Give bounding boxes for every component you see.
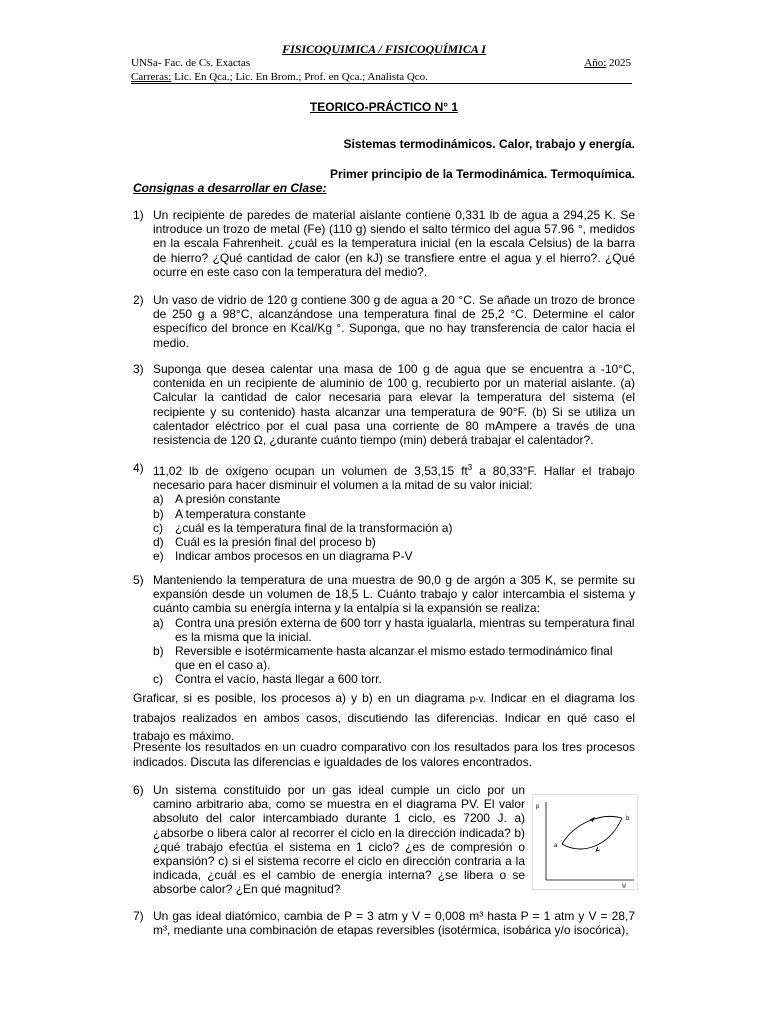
exercise-3 bbox=[133, 362, 635, 447]
exercise-number: 2) bbox=[133, 293, 144, 307]
exercise-text: Un vaso de vidrio de 120 g contiene 300 g de agua a 20 °C. Se añade un trozo de bronce de 250 g a 98°C, alcanzándose una temperatura final de 25,2 °C. Determine el calor específico del bronce en Kcal/Kg °. Suponga, que no hay transferencia de calor hacia el medio. bbox=[153, 293, 635, 350]
subitem-text: Contra el vacío, hasta llegar a 600 torr. bbox=[175, 672, 382, 687]
subitem-text: Reversible e isotérmicamente hasta alcanzar el mismo estado termodinámico final que en el caso a). bbox=[175, 644, 613, 673]
exercise-text: Un gas ideal diatómico, cambia de P = 3 atm y V = 0,008 m³ hasta P = 1 atm y V = 28,7 m³, mediante una combinación de etapas reversibles (isotérmica, isobárica y/o isocórica), bbox=[153, 909, 635, 938]
subitem-text: Cuál es la presión final del proceso b) bbox=[175, 535, 376, 550]
exercise-number: 6) bbox=[133, 783, 144, 797]
subitem bbox=[153, 521, 635, 535]
subitem-label: b) bbox=[153, 644, 164, 659]
exercise-text: Suponga que desea calentar una masa de 100 g de agua que se encuentra a -10°C, contenida en un recipiente de aluminio de 100 g, recubierto por un material aislante. (a) Calcular la cantidad de calor necesaria para elevar la temperatura del sistema (el recipiente y su contenido) hasta alcanzar una temperatura de 90°F. (b) Si se utiliza un calentador eléctrico por el cual pasa una corriente de 80 mAmpere a través de una resistencia de 120 Ω, ¿durante cuánto tiempo (min) deberá trabajar el calentador?. bbox=[153, 362, 635, 448]
exercise-number: 4) bbox=[133, 461, 144, 475]
year-label: Año: bbox=[584, 57, 607, 69]
year-value: 2025 bbox=[609, 57, 631, 69]
exercise-5 bbox=[133, 573, 635, 687]
year-line bbox=[584, 57, 631, 69]
subitem-label: c) bbox=[153, 672, 163, 687]
paragraph-text: Indicar en el diagrama los trabajos realizados en ambos casos, discutiendo las diferencias. Indicar en qué caso el trabajo es máximo. bbox=[133, 691, 635, 743]
pv-diagram-svg bbox=[532, 794, 638, 890]
exercise-number: 7) bbox=[133, 909, 144, 923]
exercise-1 bbox=[133, 208, 635, 279]
superscript: 3 bbox=[467, 463, 473, 472]
header-divider bbox=[131, 83, 632, 84]
subitem-text: Contra una presión externa de 600 torr y hasta igualarla, mientras su temperatura final es la misma que la inicial. bbox=[175, 615, 635, 644]
exercise-4 bbox=[133, 461, 635, 563]
p-axis-label: p bbox=[536, 804, 540, 810]
subitem-text: ¿cuál es la temperatura final de la transformación a) bbox=[175, 520, 453, 535]
subitem-label: a) bbox=[153, 492, 164, 507]
paragraph-text-small: p-v. bbox=[469, 694, 486, 705]
careers-value: Lic. En Qca.; Lic. En Brom.; Prof. en Qca.; Analista Qco. bbox=[174, 71, 428, 83]
document-title: TEORICO-PRÁCTICO N° 1 bbox=[309, 100, 459, 114]
subitem bbox=[153, 535, 635, 549]
exercise-text: Un recipiente de paredes de material aislante contiene 0,331 lb de agua a 294,25 K. Se introduce un trozo de metal (Fe) (110 g) siendo el salto térmico del agua 57.96 °, medidos en la escala Fahrenheit. ¿cuál es la temperatura inicial (en la escala Celsius) de la barra de hierro? ¿Qué cantidad de calor (en kJ) se transfiere entre el agua y el hierro?. ¿Qué ocurre en este caso con la temperatura del medio?. bbox=[153, 208, 635, 279]
subitem-text: A presión constante bbox=[175, 492, 281, 507]
subitem-label: b) bbox=[153, 506, 164, 521]
subitem-label: e) bbox=[153, 549, 164, 564]
subitem-label: a) bbox=[153, 615, 164, 630]
exercise-text-part: 11,02 lb de oxígeno ocupan un volumen de 3,53,15 ft bbox=[153, 464, 468, 478]
subitem-text: Indicar ambos procesos en un diagrama P-V bbox=[175, 549, 413, 564]
subitem bbox=[153, 507, 635, 521]
results-paragraph: Presente los resultados en un cuadro comparativo con los resultados para los tres procesos indicados. Discuta las diferencias e igualdades de los valores encontrados. bbox=[133, 740, 635, 769]
exercise-text-part: a 80,33°F. Hallar el trabajo necesario para hacer disminuir el volumen a la mitad de su valor inicial: bbox=[153, 464, 635, 493]
subitem-label: d) bbox=[153, 535, 164, 550]
exercise-number: 3) bbox=[133, 362, 144, 376]
exercise-number: 5) bbox=[133, 573, 144, 587]
subitem-text: A temperatura constante bbox=[175, 506, 306, 521]
exercise-number: 1) bbox=[133, 208, 144, 222]
paragraph-text: Graficar, si es posible, los procesos a) y b) en un diagrama bbox=[133, 691, 465, 705]
upper-path bbox=[562, 816, 622, 844]
institution-line bbox=[131, 57, 250, 69]
arrow-lower-icon bbox=[596, 847, 600, 851]
diagram-frame bbox=[533, 795, 638, 890]
subtitle-2: Primer principio de la Termodinámica. Termoquímica. bbox=[330, 167, 635, 181]
exercise-text: Manteniendo la temperatura de una muestra de 90,0 g de argón a 305 K, se permite su expansión desde un volumen de 18,5 L. Cuánto trabajo y calor intercambia el sistema y cuánto cambia su energía interna y la entalpía si la expansión se realiza: bbox=[153, 573, 635, 616]
pv-diagram bbox=[532, 794, 638, 890]
subitem-label: c) bbox=[153, 520, 163, 535]
exercise-6 bbox=[133, 783, 525, 897]
point-a-label: a bbox=[554, 843, 558, 849]
point-b-label: b bbox=[626, 816, 630, 822]
exercise-2 bbox=[133, 293, 635, 350]
course-title: FISICOQUIMICA / FISICOQUÍMICA I bbox=[282, 42, 486, 56]
subitem bbox=[153, 492, 635, 506]
subitem bbox=[153, 616, 635, 644]
subitem bbox=[153, 549, 635, 563]
subitem bbox=[153, 672, 635, 686]
exercise-7 bbox=[133, 909, 635, 937]
institution: UNSa- Fac. de Cs. Exactas bbox=[131, 57, 251, 69]
careers-line bbox=[131, 71, 428, 83]
careers-label: Carreras: bbox=[131, 71, 172, 83]
subitem bbox=[153, 644, 635, 672]
v-axis-label: V bbox=[622, 884, 627, 890]
instructions-paragraph bbox=[133, 689, 635, 745]
exercise-text bbox=[153, 461, 635, 492]
lower-path bbox=[562, 818, 622, 849]
subtitle-1: Sistemas termodinámicos. Calor, trabajo y energía. bbox=[343, 137, 635, 151]
section-heading: Consignas a desarrollar en Clase: bbox=[133, 181, 327, 195]
exercise-text: Un sistema constituido por un gas ideal cumple un ciclo por un camino arbitrario aba, como se muestra en el diagrama PV. El valor absoluto del calor intercambiado durante 1 ciclo, es 7200 J. a) ¿absorbe o libera calor al recorrer el ciclo en la dirección indicada? b) ¿qué trabajo efectúa el sistema en 1 ciclo? ¿es de compresión o expansión? c) si el sistema recorre el ciclo en dirección contraria a la indicada, ¿cuál es el cambio de energía interna? ¿se libera o se absorbe calor? ¿En qué magnitud? bbox=[153, 783, 525, 897]
